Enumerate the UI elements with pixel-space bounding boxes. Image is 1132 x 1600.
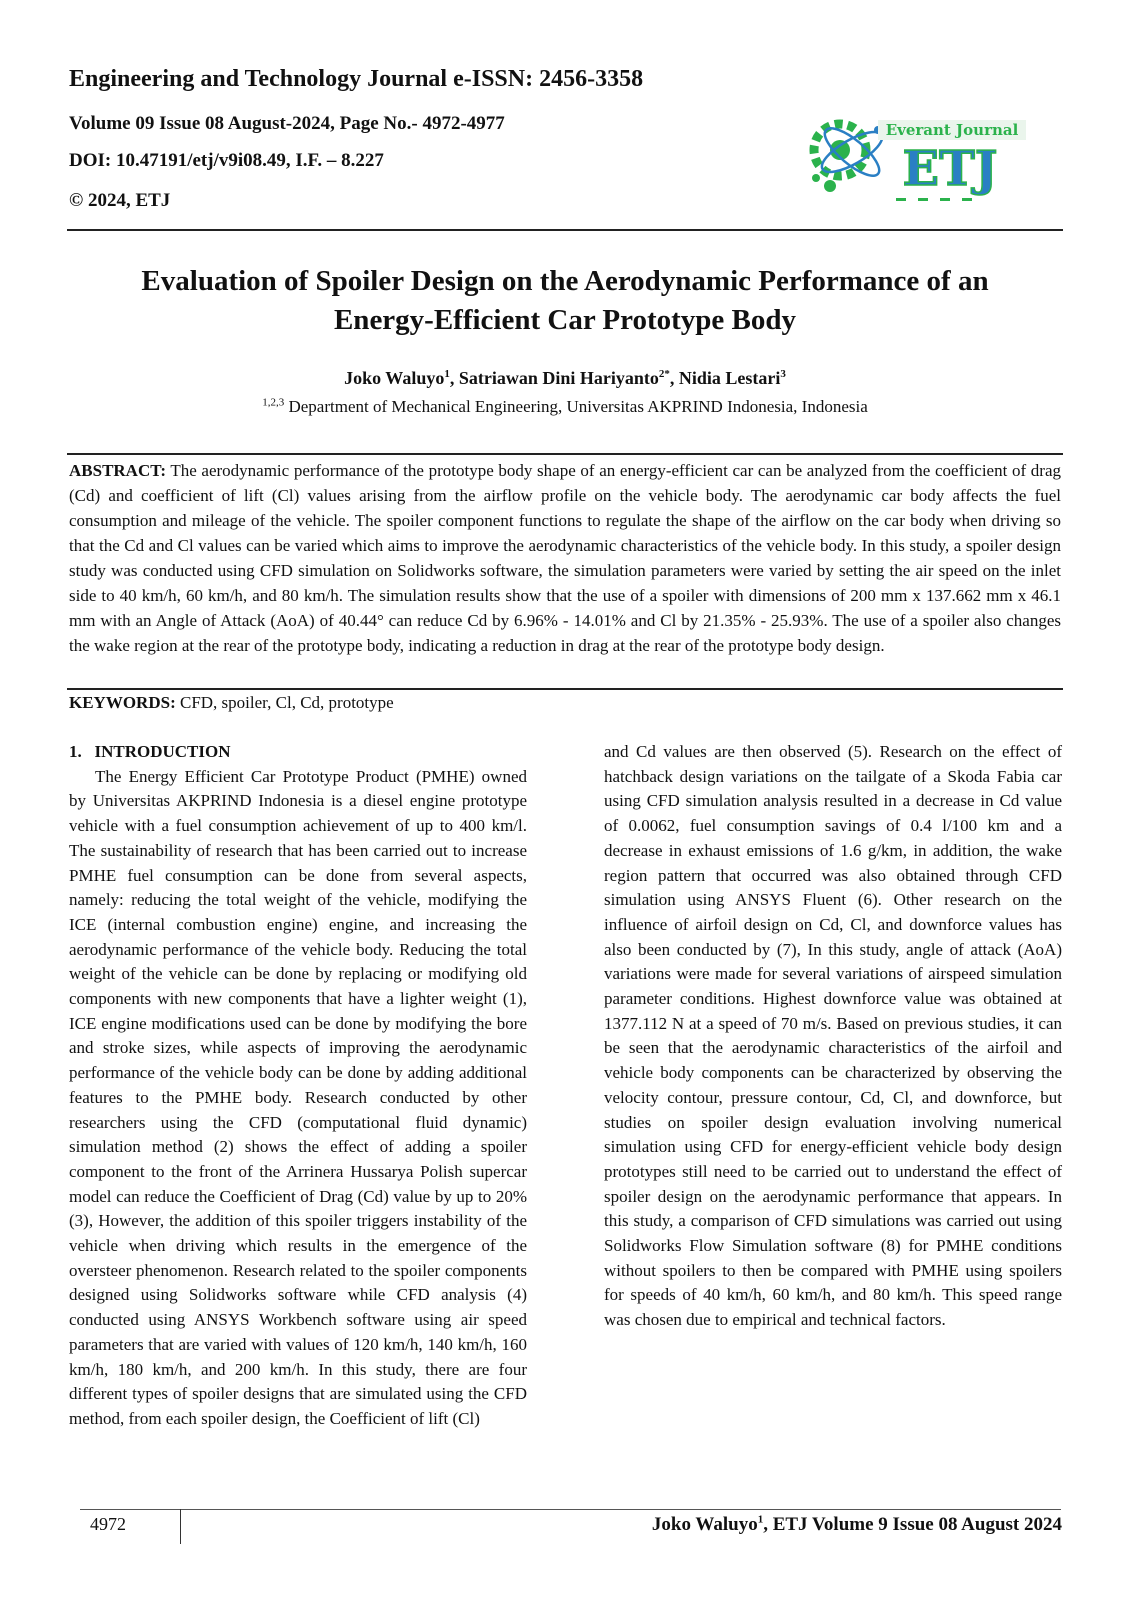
author-sup: 2* — [658, 368, 670, 380]
page-number: 4972 — [90, 1514, 126, 1534]
footer-rule — [80, 1509, 1061, 1510]
author-name: Joko Waluyo — [344, 368, 445, 388]
footer-journal: , ETJ Volume 9 Issue 08 August 2024 — [763, 1514, 1062, 1535]
abstract-text: The aerodynamic performance of the prototype body shape of an energy-efficient car can be analyzed from the coefficient of drag (Cd) and coefficient of lift (Cl) values arising from the airflow profile on the vehicle body. The aerodynamic car body affects the fuel consumption and mileage of the vehicle. The spoiler component functions to regulate the shape of the airflow on the car body when driving so that the Cd and Cl values can be varied which aims to improve the aerodynamic characteristics of the vehicle body. In this study, a spoiler design study was conducted using CFD simulation on Solidworks software, the simulation parameters were varied by setting the air speed on the inlet side to 40 km/h, 60 km/h, and 80 km/h. The simulation results show that the use of a spoiler with dimensions of 200 mm x 137.662 mm x 46.1 mm with an Angle of Attack (AoA) of 40.44° can reduce Cd by 6.96% - 14.01% and Cl by 21.35% - 25.93%. The use of a spoiler also changes the wake region at the rear of the prototype body, indicating a reduction in drag at the rear of the prototype body design. — [69, 461, 1061, 655]
affiliation-sup: 1,2,3 — [262, 396, 285, 409]
journal-title: Engineering and Technology Journal e-ISSN: 2456-3358 — [69, 66, 644, 92]
section-heading: 1. INTRODUCTION — [69, 742, 231, 761]
paper-title — [67, 262, 1063, 340]
abstract-label: ABSTRACT: — [69, 461, 166, 480]
keywords-text: CFD, spoiler, Cl, Cd, prototype — [179, 693, 394, 712]
title-line-1: Evaluation of Spoiler Design on the Aerodynamic Performance of an — [141, 265, 989, 297]
abstract — [69, 458, 1061, 658]
keywords-label: KEYWORDS: — [69, 693, 176, 712]
gear-atom-logo — [812, 121, 887, 192]
author-sup: 3 — [780, 368, 786, 380]
abstract-bottom-rule — [67, 688, 1063, 690]
right-column — [604, 740, 1062, 1333]
logo-banner-text: Everant Journal — [885, 121, 1019, 139]
author-name: Nidia Lestari — [678, 368, 781, 388]
intro-paragraph: The Energy Efficient Car Prototype Product (PMHE) owned by Universitas AKPRIND Indonesia is a diesel engine prototype vehicle with a fuel consumption achievement of up to 400 km/l. The sustainability of research that has been carried out to increase PMHE fuel consumption can be done from several aspects, namely: reducing the total weight of the vehicle, modifying the ICE (internal combustion engine) engine, and increasing the aerodynamic performance of the vehicle body. Reducing the total weight of the vehicle can be done by replacing or modifying old components with new components that have a lighter weight (1), ICE engine modifications used can be done by modifying the bore and stroke sizes, while aspects of improving the aerodynamic performance of the vehicle body can be done by adding additional features to the PMHE body. Research conducted by other researchers using the CFD (computational fluid dynamic) simulation method (2) shows the effect of adding a spoiler component to the front of the Arrinera Hussarya Polish supercar model can reduce the Coefficient of Drag (Cd) value by up to 20% (3), However, the addition of this spoiler triggers instability of the vehicle when driving which results in the emergence of the oversteer phenomenon. Research related to the spoiler components designed using Solidworks software while CFD analysis (4) conducted using ANSYS Workbench software using air speed parameters that are varied with values of 120 km/h, 140 km/h, 160 km/h, 180 km/h, and 200 km/h. In this study, there are four different types of spoiler designs that are simulated using the CFD method, from each spoiler design, the Coefficient of lift (Cl) — [69, 766, 527, 1428]
abstract-top-rule — [67, 453, 1063, 455]
volume-line: Volume 09 Issue 08 August-2024, Page No.- 4972-4977 — [69, 113, 505, 134]
affiliation — [67, 397, 1063, 417]
footer-citation — [652, 1514, 1062, 1536]
affiliation-text: Department of Mechanical Engineering, Universitas AKPRIND Indonesia, Indonesia — [288, 397, 868, 416]
intro-paragraph-continued: and Cd values are then observed (5). Research on the effect of hatchback design variations on the tailgate of a Skoda Fabia car using CFD simulation analysis resulted in a decrease in Cd value of 0.0062, fuel consumption savings of 0.4 l/100 km and a decrease in exhaust emissions of 1.6 g/km, in addition, the wake region pattern that occurred was also obtained through CFD simulation using ANSYS Fluent (6). Other research on the influence of airfoil design on Cd, Cl, and downforce values has also been conducted by (7), In this study, angle of attack (AoA) variations were made for several variations of airspeed simulation parameter conditions. Highest downforce value was obtained at 1377.112 N at a speed of 70 m/s. Based on previous studies, it can be seen that the aerodynamic characteristics of the airfoil and vehicle body components can be characterized by observing the velocity contour, pressure contour, Cd, Cl, and downforce, but studies on spoiler design evaluation involving numerical simulation using CFD for energy-efficient vehicle body design prototypes still need to be carried out to understand the effect of spoiler design on the aerodynamic performance that appears. In this study, a comparison of CFD simulations was carried out using Solidworks Flow Simulation software (8) for PMHE conditions without spoilers to then be compared with PMHE using spoilers for speeds of 40 km/h, 60 km/h, and 80 km/h. This speed range was chosen due to empirical and technical factors. — [604, 742, 1062, 1330]
doi-line: DOI: 10.47191/etj/v9i08.49, I.F. – 8.227 — [69, 150, 384, 171]
etj-logo — [800, 100, 1030, 220]
copyright-line: © 2024, ETJ — [69, 190, 171, 211]
title-line-2: Energy-Efficient Car Prototype Body — [333, 304, 797, 336]
keywords — [69, 693, 394, 713]
header-rule — [67, 229, 1063, 231]
author-list: Joko Waluyo$^1$, Satriawan Dini Hariyanto$^{2*}$, Nidia Lestari$^3$ — [344, 368, 786, 388]
footer-author: Joko Waluyo — [651, 1514, 758, 1535]
author-sup: 1 — [444, 368, 450, 380]
author-name: Satriawan Dini Hariyanto — [458, 368, 659, 388]
footer-divider — [180, 1509, 181, 1544]
logo-mark-text: ETJ — [902, 141, 998, 197]
footer-sup: 1 — [757, 1513, 764, 1526]
left-column — [69, 740, 527, 1432]
